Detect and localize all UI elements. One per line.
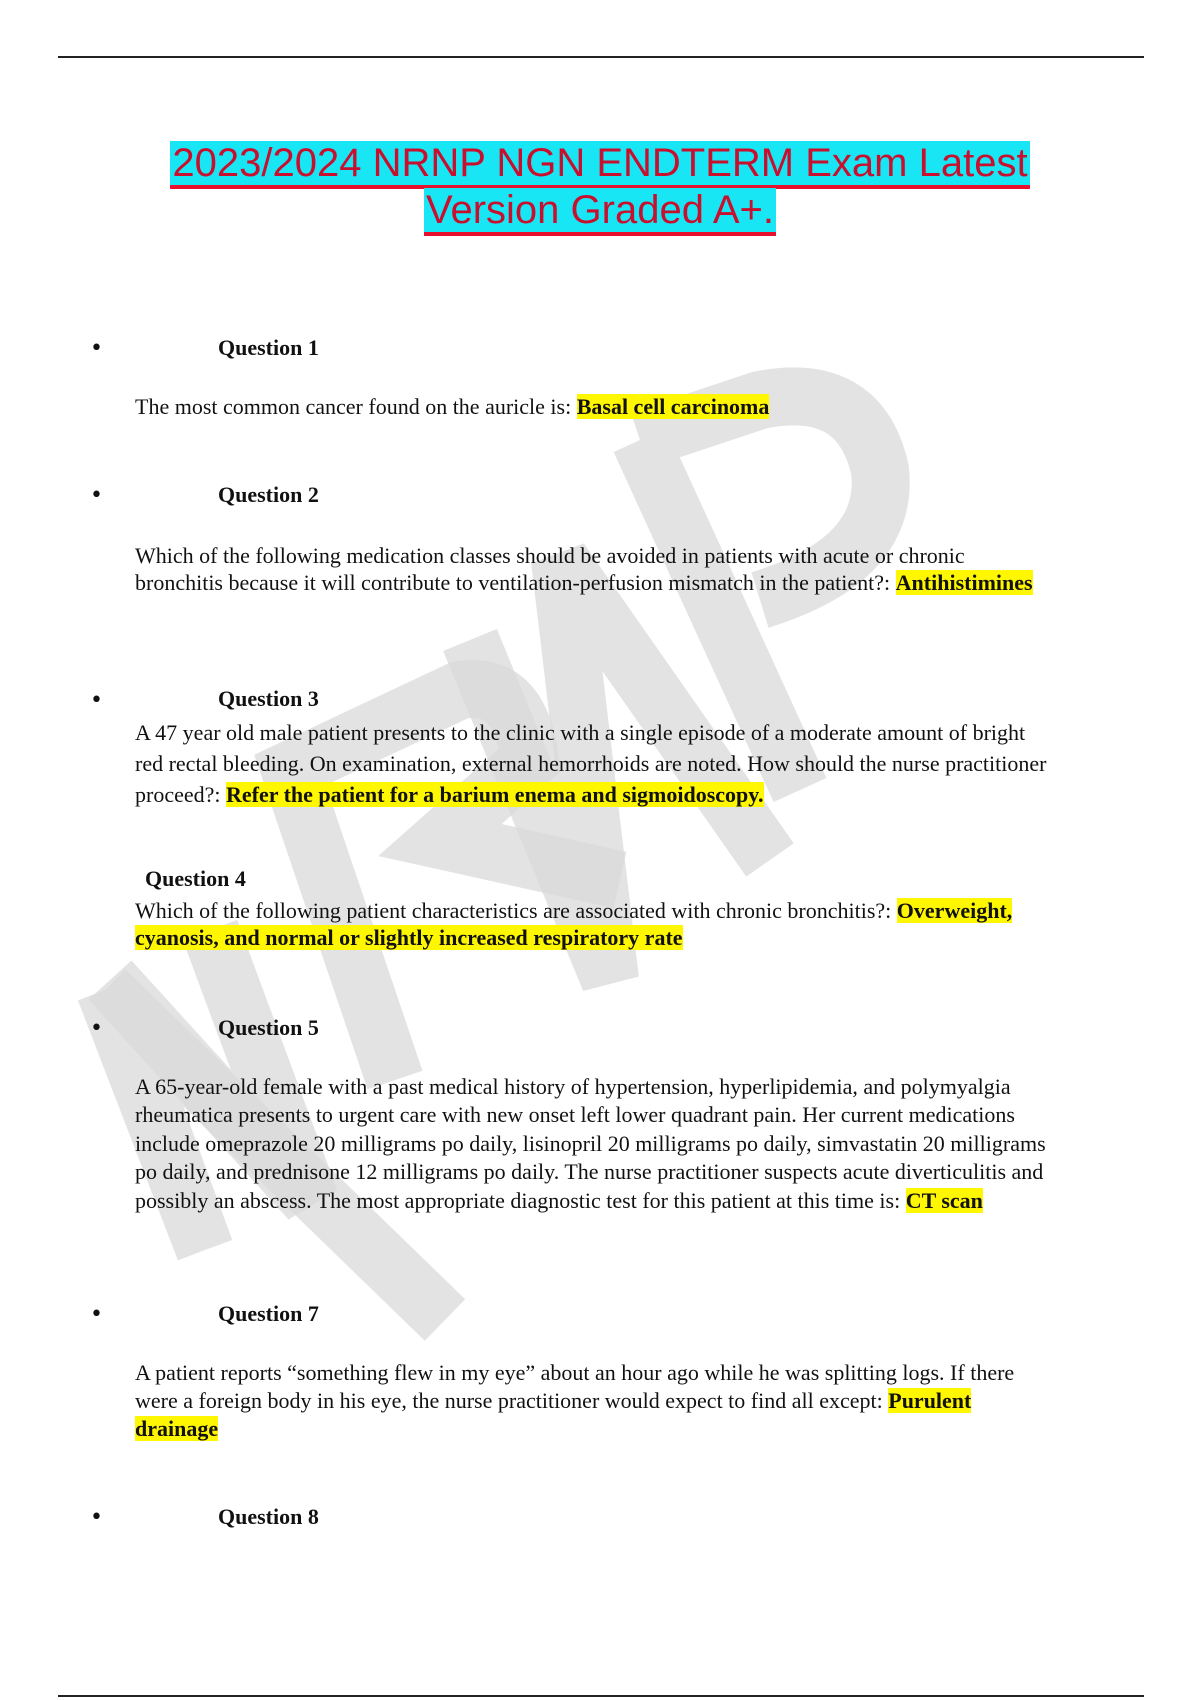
question-7-label: Question 7: [218, 1301, 319, 1326]
question-4-label: Question 4: [145, 866, 246, 891]
question-8-label: Question 8: [218, 1504, 319, 1529]
answer-highlight: CT scan: [905, 1187, 983, 1213]
title-line-1: 2023/2024 NRNP NGN ENDTERM Exam Latest: [170, 141, 1029, 189]
bullet-marker: •: [90, 1505, 103, 1530]
bottom-rule: [58, 1695, 1144, 1697]
answer-highlight: Overweight, cyanosis, and normal or slightly increased respiratory rate: [135, 898, 1013, 950]
answer-highlight: Basal cell carcinoma: [576, 394, 770, 419]
bullet-marker: •: [90, 336, 103, 361]
top-rule: [58, 56, 1144, 58]
question-2-text: [135, 542, 1055, 596]
question-4-text: [135, 897, 1055, 951]
answer-highlight: Antihistimines: [895, 570, 1033, 595]
question-1-label: Question 1: [218, 335, 319, 360]
question-text: Which of the following patient characteristics are associated with chronic bronchitis?:: [135, 898, 897, 923]
bullet-marker: •: [90, 483, 103, 508]
answer-highlight: Refer the patient for a barium enema and sigmoidoscopy.: [226, 782, 764, 807]
question-2-label: Question 2: [218, 482, 319, 507]
question-7-text: [135, 1359, 1055, 1443]
document-title: [0, 140, 1200, 234]
question-3-label: Question 3: [218, 686, 319, 711]
question-text: The most common cancer found on the auricle is:: [135, 394, 577, 419]
question-text: A 47 year old male patient presents to the clinic with a single episode of a moderate amount of bright red rectal bleeding. On examination, external hemorrhoids are noted. How should the nurse practitioner proceed?:: [135, 720, 1047, 807]
bullet-marker: •: [90, 1016, 103, 1041]
question-1-text: [135, 393, 1055, 420]
answer-highlight: Purulent drainage: [135, 1388, 972, 1441]
question-text: A 65-year-old female with a past medical history of hypertension, hyperlipidemia, and polymyalgia rheumatica presents to urgent care with new onset left lower quadrant pain. Her current medications include omeprazole 20 milligrams po daily, lisinopril 20 milligrams po daily, simvastatin 20 milligrams po daily, and prednisone 12 milligrams po daily. The nurse practitioner suspects acute diverticulitis and possibly an abscess. The most appropriate diagnostic test for this patient at this time is:: [135, 1074, 1046, 1213]
question-text: A patient reports “something flew in my eye” about an hour ago while he was splitting logs. If there were a foreign body in his eye, the nurse practitioner would expect to find all except:: [135, 1360, 1015, 1413]
bullet-marker: •: [90, 688, 103, 713]
question-text: Which of the following medication classes should be avoided in patients with acute or chronic bronchitis because it will contribute to ventilation-perfusion mismatch in the patient?:: [135, 543, 965, 595]
bullet-marker: •: [90, 1302, 103, 1327]
question-3-text: [135, 717, 1055, 810]
title-line-2: Version Graded A+.: [424, 188, 776, 236]
question-5-label: Question 5: [218, 1015, 319, 1040]
question-5-text: [135, 1073, 1055, 1215]
